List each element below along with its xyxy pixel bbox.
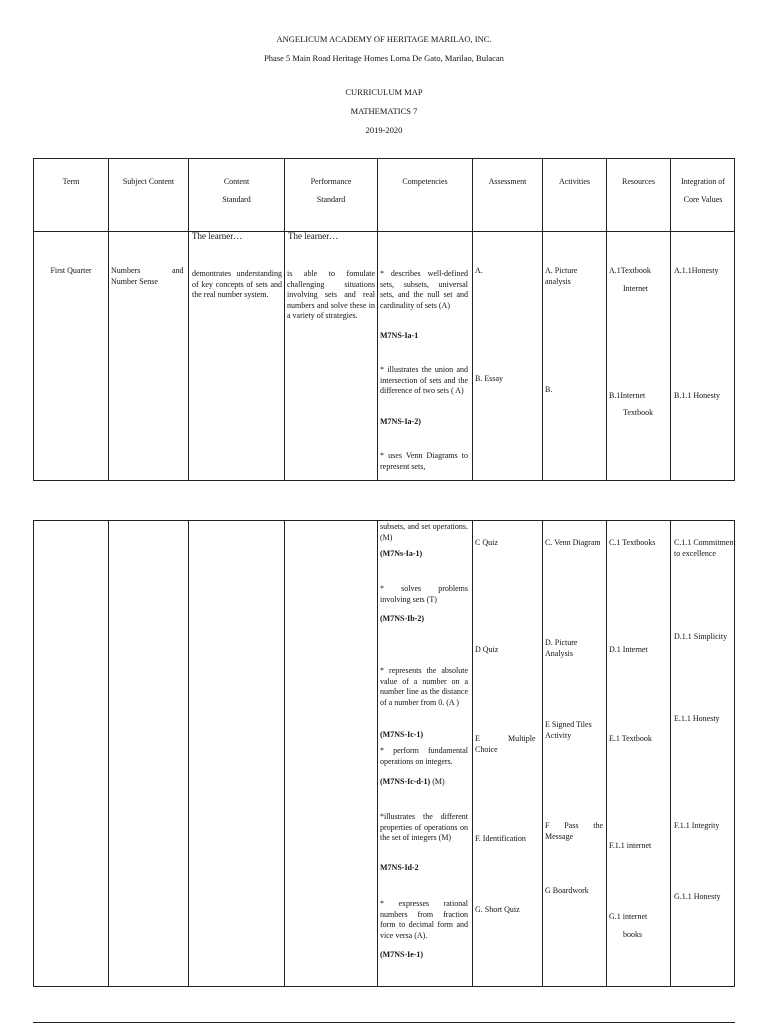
resource-g-1: G.1 internet — [609, 912, 648, 921]
activity-b: B. — [545, 385, 553, 394]
activity-a: A. Picture analysis — [545, 266, 578, 286]
resource-c: C.1 Textbooks — [609, 538, 656, 547]
resource-a-2: Internet — [623, 284, 648, 293]
col-competencies-header: Competencies — [402, 177, 448, 186]
value-c: C.1.1 Commitment to excellence — [674, 538, 736, 558]
competency-6-suffix: (M) — [430, 777, 445, 786]
activity-c: C. Venn Diagram — [545, 538, 601, 547]
competency-8: * expresses rational numbers from fraction form to decimal form and vice versa (A). — [380, 899, 468, 940]
col-content-standard-header-2: Standard — [222, 195, 251, 204]
assessment-e-1: E — [475, 734, 480, 743]
competency-1: * describes well-defined sets, subsets, universal sets, and the null set and cardinality of sets (A) — [380, 269, 468, 310]
value-a: A.1.1Honesty — [674, 266, 719, 275]
competency-8-code: (M7NS-Ie-1) — [380, 950, 424, 959]
resource-g-2: books — [623, 930, 643, 939]
competency-3-code: (M7Ns-Ia-1) — [380, 549, 423, 558]
col-content-standard-header-1: Content — [223, 177, 250, 186]
curriculum-table-1 — [33, 158, 735, 481]
subject-content-and: and — [172, 266, 184, 275]
assessment-c: C Quiz — [475, 538, 498, 547]
value-f: F.1.1 Integrity — [674, 821, 720, 830]
resource-b-2: Textbook — [623, 408, 654, 417]
col-activities-header: Activities — [558, 177, 591, 186]
assessment-d: D Quiz — [475, 645, 499, 654]
subject-content-line1: Numbers — [111, 266, 141, 275]
competency-4-code: (M7NS-Ib-2) — [380, 614, 424, 623]
learner-label-content: The learner… — [192, 231, 243, 241]
subject-content-line2: Number Sense — [111, 276, 158, 286]
activity-d: D. Picture Analysis — [545, 638, 578, 658]
competency-5-code: (M7NS-Ic-1) — [380, 730, 424, 739]
resource-f: F.1.1 internet — [609, 841, 652, 850]
competency-5: * represents the absolute value of a number on a number line as the distance of a number from 0. (A ) — [380, 666, 468, 707]
assessment-f: F. Identification — [475, 834, 526, 843]
assessment-b: B. Essay — [475, 374, 503, 383]
assessment-e-2: Multiple — [508, 734, 536, 743]
competency-6: * perform fundamental operations on integers. — [380, 746, 468, 766]
curriculum-table-2 — [33, 520, 735, 987]
competency-2: * illustrates the union and intersection of sets and the difference of two sets ( A) — [380, 365, 468, 395]
value-e: E.1.1 Honesty — [674, 714, 720, 723]
resource-e: E.1 Textbook — [609, 734, 652, 743]
col-performance-standard-header-2: Standard — [316, 195, 346, 204]
activity-f: F Pass the Message — [545, 821, 603, 841]
competency-3-cont: subsets, and set operations. (M) — [380, 522, 468, 542]
assessment-a: A. — [475, 266, 483, 275]
school-name: ANGELICUM ACADEMY OF HERITAGE MARILAO, INC. — [276, 34, 492, 44]
col-assessment-header: Assessment — [488, 177, 527, 186]
competency-4: * solves problems involving sets (T) — [380, 584, 468, 604]
competency-7-code: M7NS-Id-2 — [380, 863, 419, 872]
assessment-e-3: Choice — [475, 744, 498, 754]
col-resources-header: Resources — [622, 177, 655, 186]
col-performance-standard-header-1: Performance — [310, 177, 352, 186]
col-integration-header-1: Integration of — [681, 177, 725, 186]
value-d: D.1.1 Simplicity — [674, 632, 728, 641]
activity-e: E Signed Tiles Activity — [545, 720, 592, 740]
activity-g: G Boardwork — [545, 886, 589, 895]
col-term-header: Term — [62, 177, 80, 186]
page-bottom-rule — [33, 1022, 735, 1023]
assessment-g: G. Short Quiz — [475, 905, 520, 914]
school-address: Phase 5 Main Road Heritage Homes Loma De Gato, Marilao, Bulacan — [264, 53, 504, 63]
subject-title: MATHEMATICS 7 — [350, 106, 418, 116]
competency-2-code: M7NS-Ia-2) — [380, 417, 421, 426]
competency-3: * uses Venn Diagrams to represent sets, — [380, 451, 468, 471]
competency-1-code: M7NS-Ia-1 — [380, 331, 419, 340]
resource-a-1: A.1Textbook — [609, 266, 651, 275]
performance-standard-text: is able to fomulate challenging situations involving sets and real numbers and solve these in a variety of strategies. — [287, 269, 375, 320]
competency-7: *illustrates the different properties of operations on the set of integers (M) — [380, 812, 468, 842]
competency-6-code: (M7NS-Ic-d-1) — [380, 777, 431, 786]
content-standard-text: demontrates understanding of key concepts of sets and the real number system. — [192, 269, 282, 299]
school-year: 2019-2020 — [365, 125, 403, 135]
value-b: B.1.1 Honesty — [674, 391, 720, 400]
col-integration-header-2: Core Values — [683, 195, 723, 204]
resource-d: D.1 Internet — [609, 645, 648, 654]
competency-6-code-line — [380, 777, 445, 788]
learner-label-performance: The learner… — [288, 231, 339, 241]
document-title: CURRICULUM MAP — [345, 87, 423, 97]
term-value: First Quarter — [50, 266, 92, 275]
value-g: G.1.1 Honesty — [674, 892, 721, 901]
col-subject-content-header: Subject Content — [122, 177, 175, 186]
resource-b-1: B.1Internet — [609, 391, 646, 400]
